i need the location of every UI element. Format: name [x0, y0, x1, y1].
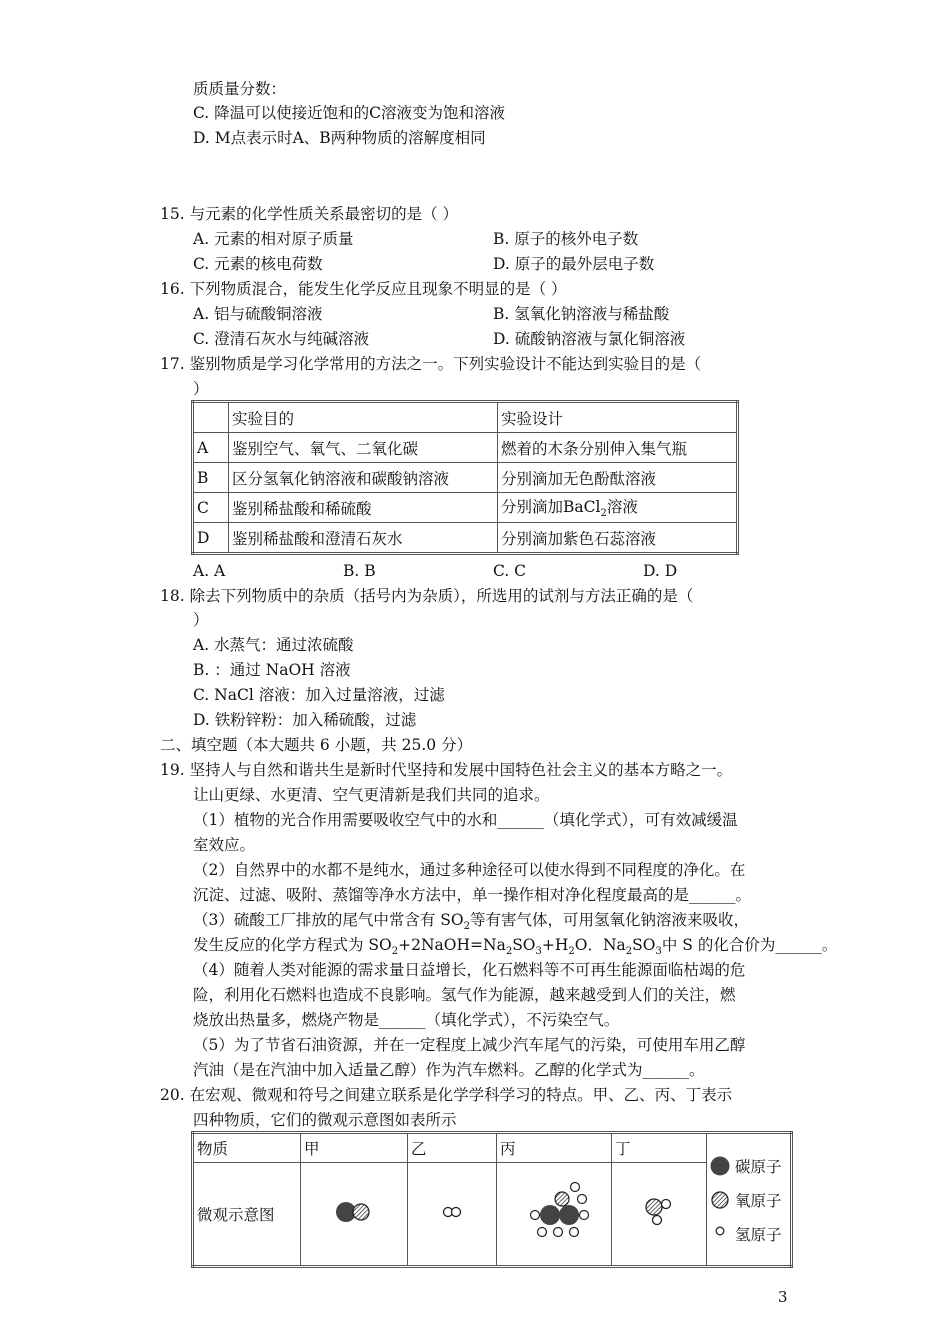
table-header-jia: 甲 — [301, 1133, 408, 1163]
carbon-atom-icon — [709, 1155, 731, 1177]
q18-option-b: B. ：通过 NaOH 溶液 — [193, 661, 351, 679]
subscript: 2 — [391, 946, 399, 958]
table-cell: 区分氢氧化钠溶液和碳酸钠溶液 — [229, 463, 498, 493]
table-cell: 鉴别稀盐酸和稀硫酸 — [229, 493, 498, 523]
q15-option-c: C. 元素的核电荷数 — [193, 255, 323, 273]
table-cell: C — [193, 493, 229, 523]
table-row-label: 微观示意图 — [193, 1163, 301, 1267]
table-cell — [498, 493, 738, 523]
legend-hydrogen — [709, 1217, 788, 1251]
table-row — [193, 493, 738, 523]
table-header-design: 实验设计 — [498, 402, 738, 433]
table-header-bing: 丙 — [497, 1133, 612, 1163]
q19-part4-cont2: 烧放出热量多，燃烧产物是______（填化学式），不污染空气。 — [193, 1011, 620, 1029]
table-cell: 鉴别空气、氧气、二氧化碳 — [229, 433, 498, 463]
molecule-yi-cell — [408, 1163, 497, 1267]
text: （3）硫酸工厂排放的尾气中常含有 SO — [193, 911, 464, 929]
q17-stem-cont: ） — [193, 380, 209, 398]
text: SO — [512, 936, 536, 954]
option-d-prev: D. M点表示时A、B两种物质的溶解度相同 — [193, 129, 486, 147]
table-cell: 鉴别稀盐酸和澄清石灰水 — [229, 523, 498, 554]
q16-option-d: D. 硫酸钠溶液与氯化铜溶液 — [493, 330, 686, 348]
q19-part2: （2）自然界中的水都不是纯水，通过多种途径可以使水得到不同程度的净化。在 — [193, 861, 746, 879]
text: O．Na — [574, 936, 626, 954]
page-number: 3 — [778, 1288, 788, 1306]
q17-stem: 17. 鉴别物质是学习化学常用的方法之一。下列实验设计不能达到实验目的是（ — [160, 355, 702, 373]
text: 中 S 的化合价为______。 — [661, 936, 838, 954]
q18-option-a: A. 水蒸气：通过浓硫酸 — [193, 636, 354, 654]
q20-stem: 20. 在宏观、微观和符号之间建立联系是化学学科学习的特点。甲、乙、丙、丁表示 — [160, 1086, 733, 1104]
table-cell: D — [193, 523, 229, 554]
hydrogen-atom-icon — [709, 1223, 731, 1245]
legend — [707, 1133, 792, 1267]
molecule-ding-cell — [612, 1163, 707, 1267]
q18-option-c: C. NaCl 溶液：加入过量溶液，过滤 — [193, 686, 445, 704]
q15-option-a: A. 元素的相对原子质量 — [193, 230, 354, 248]
table-cell: A — [193, 433, 229, 463]
table-header-purpose: 实验目的 — [229, 402, 498, 433]
subscript: 3 — [535, 946, 542, 958]
subscript: 2 — [505, 946, 513, 958]
q20-stem-cont: 四种物质，它们的微观示意图如表所示 — [193, 1111, 457, 1129]
table-cell: B — [193, 463, 229, 493]
subscript: 2 — [463, 921, 470, 933]
text: 发生反应的化学方程式为 SO — [193, 936, 392, 954]
table-header-yi: 乙 — [408, 1133, 497, 1163]
q19-part1-cont: 室效应。 — [193, 836, 256, 854]
section-heading: 二、填空题（本大题共 6 小题，共 25.0 分） — [160, 736, 473, 754]
text: SO — [632, 936, 656, 954]
table-cell — [193, 402, 229, 433]
q17-option-c: C. C — [493, 562, 527, 580]
q18-stem: 18. 除去下列物质中的杂质（括号内为杂质），所选用的试剂与方法正确的是（ — [160, 587, 694, 605]
subscript: 2 — [625, 946, 633, 958]
text: +H — [541, 936, 569, 954]
table-header-substance: 物质 — [193, 1133, 301, 1163]
q17-option-a: A. A — [193, 562, 226, 580]
q19-part4-cont: 险，利用化石燃料也造成不良影响。氢气作为能源，越来越受到人们的关注，燃 — [193, 986, 736, 1004]
legend-label: 氢原子 — [735, 1225, 782, 1244]
text: 等有害气体，可用氢氧化钠溶液来吸收， — [470, 911, 750, 929]
q17-table — [191, 400, 739, 555]
subscript: 2 — [568, 946, 575, 958]
legend-label: 氧原子 — [735, 1191, 782, 1210]
continuation-text: 质质量分数： — [193, 80, 287, 98]
q15-option-d: D. 原子的最外层电子数 — [493, 255, 655, 273]
q17-option-b: B. B — [343, 562, 376, 580]
q19-part5-cont: 汽油（是在汽油中加入适量乙醇）作为汽车燃料。乙醇的化学式为______。 — [193, 1061, 705, 1079]
q19-part3 — [193, 910, 749, 937]
q17-option-d: D. D — [643, 562, 678, 580]
oxygen-atom-icon — [709, 1189, 731, 1211]
table-cell: 燃着的木条分别伸入集气瓶 — [498, 433, 738, 463]
q15-stem: 15. 与元素的化学性质关系最密切的是（ ） — [160, 205, 459, 223]
q19-part3-equation — [193, 935, 837, 962]
table-cell: 分别滴加无色酚酞溶液 — [498, 463, 738, 493]
q19-part4: （4）随着人类对能源的需求量日益增长，化石燃料等不可再生能源面临枯竭的危 — [193, 961, 746, 979]
table-cell: 分别滴加紫色石蕊溶液 — [498, 523, 738, 554]
q18-option-d: D. 铁粉锌粉：加入稀硫酸，过滤 — [193, 711, 417, 729]
legend-carbon — [709, 1149, 788, 1183]
molecule-jia-cell — [301, 1163, 408, 1267]
table-header-ding: 丁 — [612, 1133, 707, 1163]
q16-option-b: B. 氢氧化钠溶液与稀盐酸 — [493, 305, 670, 323]
table-row — [193, 433, 738, 463]
q16-option-a: A. 铝与硫酸铜溶液 — [193, 305, 323, 323]
text: +2NaOH=Na — [398, 936, 506, 954]
table-row — [193, 463, 738, 493]
table-row — [193, 523, 738, 554]
option-c-prev: C. 降温可以使接近饱和的C溶液变为饱和溶液 — [193, 104, 506, 122]
legend-oxygen — [709, 1183, 788, 1217]
molecule-bing-cell — [497, 1163, 612, 1267]
table-row — [193, 1133, 792, 1163]
subscript: 3 — [655, 946, 662, 958]
q16-stem: 16. 下列物质混合，能发生化学反应且现象不明显的是（ ） — [160, 280, 567, 298]
bacl2-formula: BaCl — [563, 498, 601, 517]
legend-label: 碳原子 — [735, 1157, 782, 1176]
h2o-molecule-icon — [637, 1192, 681, 1232]
q19-stem: 19. 坚持人与自然和谐共生是新时代坚持和发展中国特色社会主义的基本方略之一。 — [160, 761, 733, 779]
cell-text: 分别滴加 — [501, 498, 564, 517]
q18-stem-cont: ） — [193, 611, 209, 629]
subscript: 2 — [600, 508, 607, 520]
q16-option-c: C. 澄清石灰水与纯碱溶液 — [193, 330, 370, 348]
ethanol-molecule-icon — [512, 1177, 596, 1247]
q15-option-b: B. 原子的核外电子数 — [493, 230, 639, 248]
cell-text: 溶液 — [606, 498, 638, 517]
table-row — [193, 402, 738, 433]
h2-molecule-icon — [437, 1202, 467, 1222]
table-row — [193, 1163, 792, 1267]
co-molecule-icon — [329, 1197, 379, 1227]
q19-stem-cont: 让山更绿、水更清、空气更清新是我们共同的追求。 — [193, 786, 550, 804]
q19-part1: （1）植物的光合作用需要吸收空气中的水和______（填化学式），可有效减缓温 — [193, 811, 738, 829]
q19-part2-cont: 沉淀、过滤、吸附、蒸馏等净水方法中，单一操作相对净化程度最高的是______。 — [193, 886, 752, 904]
q19-part5: （5）为了节省石油资源，并在一定程度上减少汽车尾气的污染，可使用车用乙醇 — [193, 1036, 746, 1054]
q20-table — [191, 1131, 793, 1268]
